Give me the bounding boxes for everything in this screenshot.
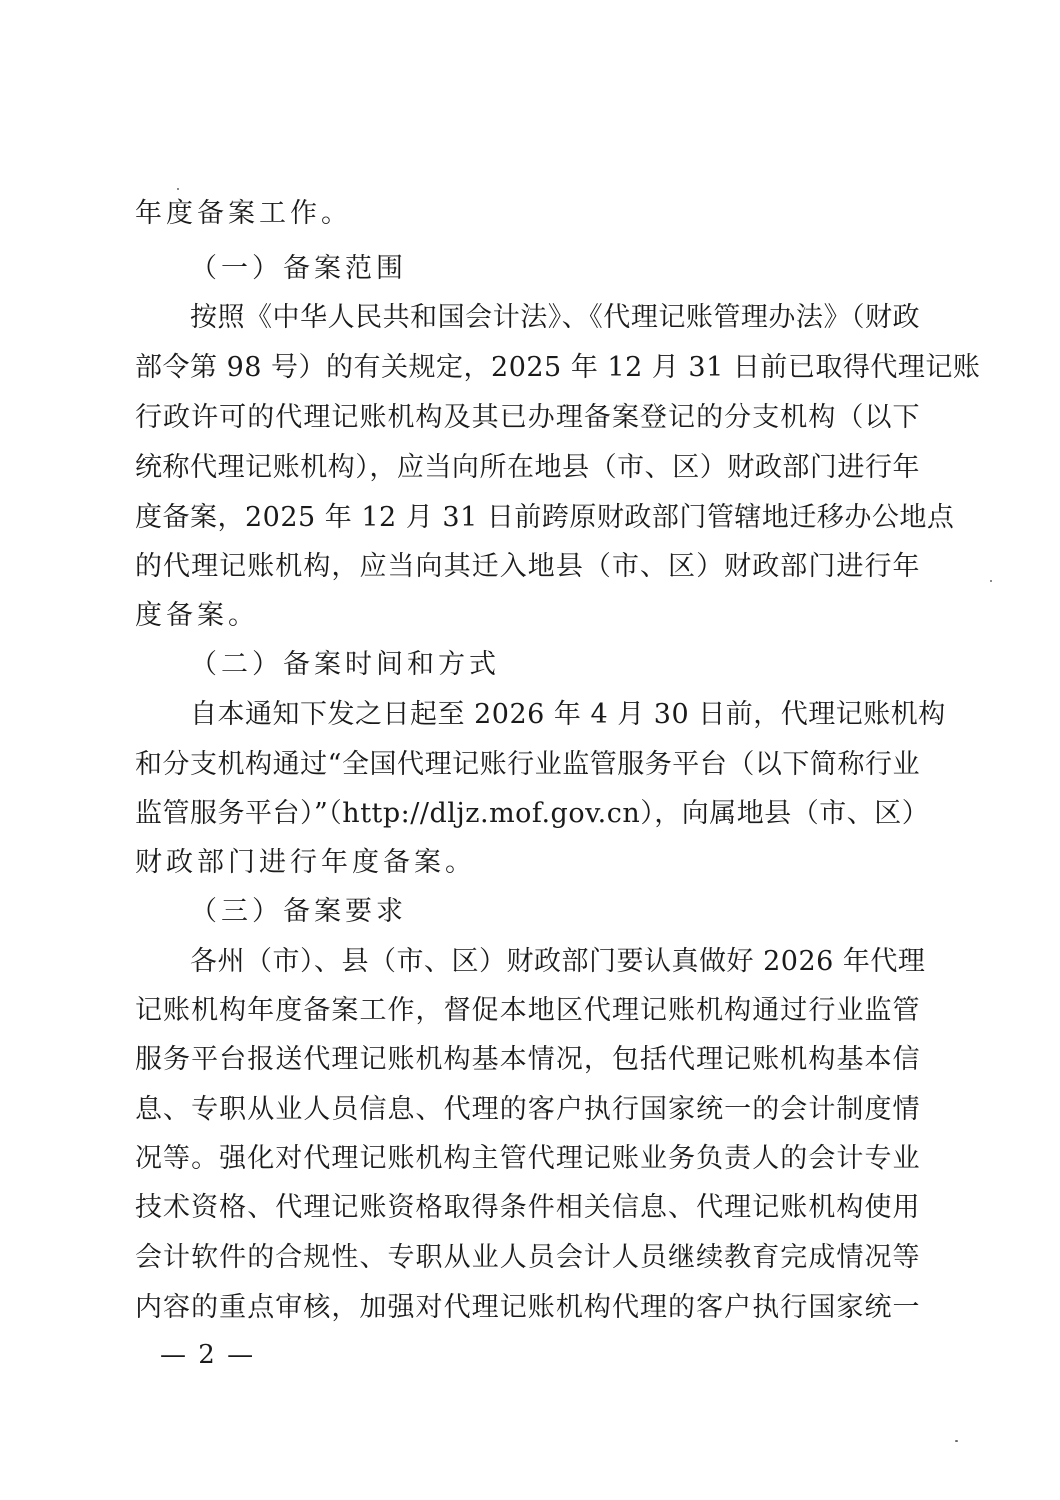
scan-speck — [955, 1440, 958, 1442]
scan-speck — [990, 580, 992, 582]
text-line: 内容的重点审核，加强对代理记账机构代理的客户执行国家统一 — [135, 1292, 920, 1323]
text-line: 财政部门进行年度备案。 — [135, 847, 476, 878]
text-line: 部令第 98 号）的有关规定，2025 年 12 月 31 日前已取得代理记账 — [135, 352, 981, 383]
text-line: 息、专职从业人员信息、代理的客户执行国家统一的会计制度情 — [135, 1094, 920, 1125]
text-line: 各州（市）、县（市、区）财政部门要认真做好 2026 年代理 — [190, 946, 926, 977]
text-line: 和分支机构通过“全国代理记账行业监管服务平台（以下简称行业 — [135, 749, 920, 780]
section-heading: （一）备案范围 — [190, 253, 407, 284]
text-line: 的代理记账机构，应当向其迁入地县（市、区）财政部门进行年 — [135, 551, 920, 582]
text-line: 会计软件的合规性、专职从业人员会计人员继续教育完成情况等 — [135, 1242, 920, 1273]
text-line: 统称代理记账机构），应当向所在地县（市、区）财政部门进行年 — [135, 452, 920, 483]
text-line: 技术资格、代理记账资格取得条件相关信息、代理记账机构使用 — [135, 1192, 920, 1223]
section-heading: （二）备案时间和方式 — [190, 649, 500, 680]
text-line: 按照《中华人民共和国会计法》、《代理记账管理办法》（财政 — [190, 302, 920, 333]
text-line: 服务平台报送代理记账机构基本情况，包括代理记账机构基本信 — [135, 1044, 920, 1075]
text-line: 行政许可的代理记账机构及其已办理备案登记的分支机构（以下 — [135, 402, 920, 433]
text-line: 监管服务平台）”（http://dljz.mof.gov.cn），向属地县（市、区） — [135, 798, 930, 829]
text-line: 况等。强化对代理记账机构主管代理记账业务负责人的会计专业 — [135, 1143, 920, 1174]
page-number: — 2 — — [160, 1340, 256, 1370]
text-line: 自本通知下发之日起至 2026 年 4 月 30 日前，代理记账机构 — [190, 699, 946, 730]
section-heading: （三）备案要求 — [190, 896, 407, 927]
text-line: 度备案，2025 年 12 月 31 日前跨原财政部门管辖地迁移办公地点 — [135, 502, 955, 533]
scan-speck — [177, 188, 179, 190]
text-line: 记账机构年度备案工作，督促本地区代理记账机构通过行业监管 — [135, 995, 920, 1026]
text-line: 年度备案工作。 — [135, 198, 352, 229]
text-line: 度备案。 — [135, 600, 259, 631]
